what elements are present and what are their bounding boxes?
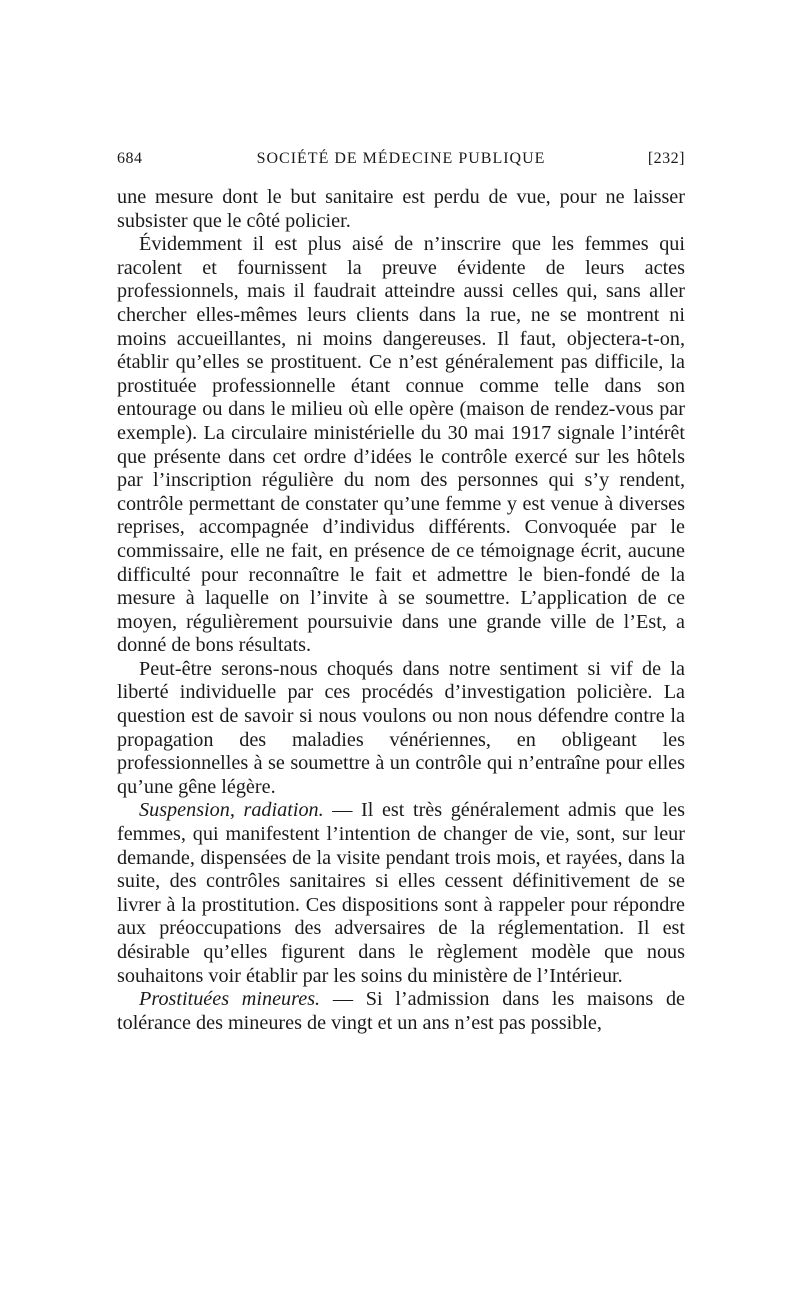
bracket-reference: [232]: [647, 150, 685, 167]
paragraph-text: une mesure dont le but sanitaire est perdu de vue, pour ne laisser subsister que le côté policier.: [117, 186, 685, 232]
section-lead-mineures: Prostituées mineures.: [139, 988, 321, 1011]
running-header: [117, 150, 685, 176]
paragraph-text: Peut-être serons-nous choqués dans notre sentiment si vif de la liberté individuelle par ces procédés d’investigation policière. La question est de savoir si nous voulons ou non nous défendre contre la propagation des maladies vénériennes, en obligeant les professionnelles à se soumettre à un contrôle qui n’entraîne pour elles qu’une gêne légère.: [117, 657, 685, 798]
page-number: 684: [117, 150, 143, 167]
document-page: [117, 150, 685, 1035]
paragraph-liberte: [117, 658, 685, 800]
paragraph-inscription: [117, 233, 685, 658]
paragraph-text: — Si l’admission dans les maisons de tolérance des mineures de vingt et un ans n’est pas possible,: [117, 988, 685, 1034]
body-text: [117, 186, 685, 1035]
running-title: SOCIÉTÉ DE MÉDECINE PUBLIQUE: [256, 150, 546, 167]
paragraph-suspension: [117, 799, 685, 988]
paragraph-mineures: [117, 988, 685, 1035]
section-lead-suspension: Suspension, radiation.: [139, 799, 324, 822]
paragraph-text: Évidemment il est plus aisé de n’inscrire que les femmes qui racolent et fournissent la preuve évidente de leurs actes professionnels, mais il faudrait atteindre aussi celles qui, sans aller chercher elles-mêmes leurs clients dans la rue, ne se montrent ni moins accueillantes, ni moins dangereuses. Il faut, objectera-t-on, établir qu’elles se prostituent. Ce n’est généralement pas difficile, la prostituée professionnelle étant connue comme telle dans son entourage ou dans le milieu où elle opère (maison de rendez-vous par exemple). La circulaire ministérielle du 30 mai 1917 signale l’intérêt que présente dans cet ordre d’idées le contrôle exercé sur les hôtels par l’inscription régulière du nom des personnes qui s’y rendent, contrôle permettant de constater qu’une femme y est venue à diverses reprises, accompagnée d’individus différents. Convoquée par le commissaire, elle ne fait, en présence de ce témoignage écrit, aucune difficulté pour reconnaître le fait et admettre le bien-fondé de la mesure à laquelle on l’invite à se soumettre. L’application de ce moyen, régulièrement poursuivie dans une grande ville de l’Est, a donné de bons résultats.: [117, 233, 685, 657]
paragraph-continuation: [117, 186, 685, 233]
paragraph-text: — Il est très généralement admis que les femmes, qui manifestent l’intention de changer de vie, sont, sur leur demande, dispensées de la visite pendant trois mois, et rayées, dans la suite, des contrôles sanitaires si elles cessent définitivement de se livrer à la prostitution. Ces dispositions sont à rappeler pour répondre aux préoccupations des adversaires de la réglementation. Il est désirable qu’elles figurent dans le règlement modèle que nous souhaitons voir établir par les soins du ministère de l’Intérieur.: [117, 799, 685, 987]
